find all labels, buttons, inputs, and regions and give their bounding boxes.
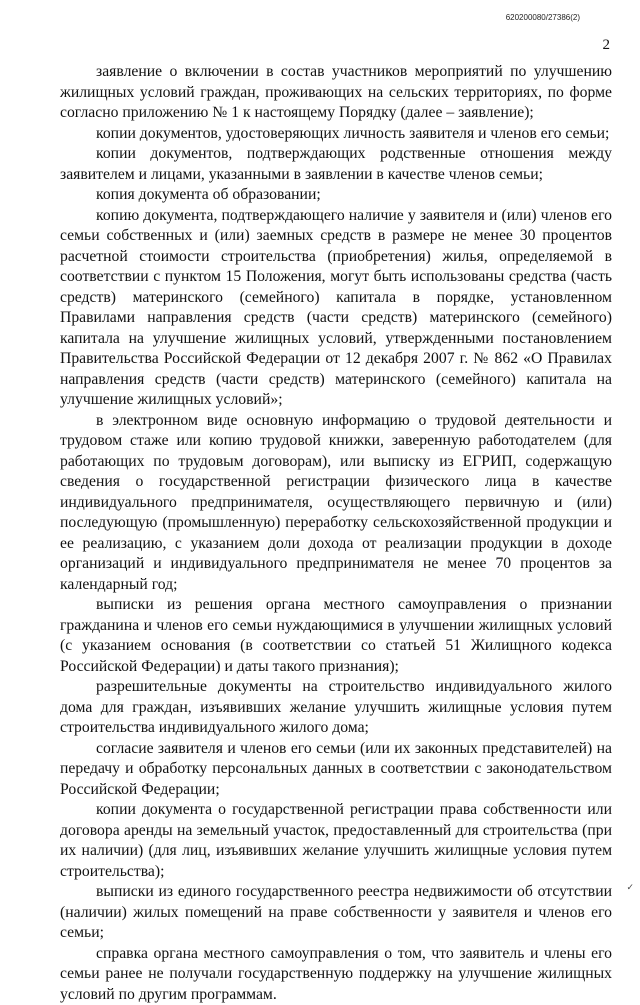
- paragraph-own-funds: копию документа, подтверждающего наличие у заявителя и (или) членов его семьи собственных и (или) заемных средств в размере не менее 30 процентов расчетной стоимости строительства (приобретения) жилья, определяемой в соответствии с пунктом 15 Положения, могут быть использованы средства (часть средств) материнского (семейного) капитала в порядке, установленном Правилами направления средств (части средств) материнского (семейного) капитала на улучшение жилищных условий, утвержденными постановлением Правительства Российской Федерации от 12 декабря 2007 г. № 862 «О Правилах направления средств (части средств) материнского (семейного) капитала на улучшение жилищных условий»;: [60, 206, 612, 411]
- page-number: 2: [560, 37, 610, 54]
- paragraph-education-document: копия документа об образовании;: [60, 185, 612, 206]
- paragraph-housing-need-decision: выписки из решения органа местного самоуправления о признании гражданина и членов его семьи нуждающимися в улучшении жилищных условий (с указанием основания (в соответствии со статьей 51 Жилищного кодекса Российской Федерации) и даты такого признания);: [60, 595, 612, 677]
- paragraph-no-prior-support: справка органа местного самоуправления о том, что заявитель и члены его семьи ранее не получали государственную поддержку на улучшение жилищных условий по другим программам.: [60, 944, 612, 1005]
- paragraph-application: заявление о включении в состав участников мероприятий по улучшению жилищных условий граждан, проживающих на сельских территориях, по форме согласно приложению № 1 к настоящему Порядку (далее – заявление);: [60, 62, 612, 124]
- paragraph-construction-permits: разрешительные документы на строительство индивидуального жилого дома для граждан, изъявивших желание улучшить жилищные условия путем строительства индивидуального жилого дома;: [60, 677, 612, 739]
- scan-mark: ✓: [626, 882, 634, 893]
- document-body: [60, 62, 612, 1005]
- document-id: 620200080/27386(2): [420, 13, 580, 22]
- paragraph-real-estate-extract: выписки из единого государственного реестра недвижимости об отсутствии (наличии) жилых помещений на праве собственности у заявителя и членов его семьи;: [60, 882, 612, 944]
- paragraph-employment-info: в электронном виде основную информацию о трудовой деятельности и трудовом стаже или копию трудовой книжки, заверенную работодателем (для работающих по трудовым договорам), или выписку из ЕГРИП, содержащую сведения о государственной регистрации физического лица в качестве индивидуального предпринимателя, осуществляющего первичную и (или) последующую (промышленную) переработку сельскохозяйственной продукции и ее реализацию, с указанием доли дохода от реализации продукции в доходе организаций и индивидуального предпринимателя не менее 70 процентов за календарный год;: [60, 411, 612, 596]
- paragraph-kinship-documents: копии документов, подтверждающих родственные отношения между заявителем и лицами, указанными в заявлении в качестве членов семьи;: [60, 144, 612, 185]
- paragraph-identity-documents: копии документов, удостоверяющих личность заявителя и членов его семьи;: [60, 124, 612, 145]
- paragraph-personal-data-consent: согласие заявителя и членов его семьи (или их законных представителей) на передачу и обработку персональных данных в соответствии с законодательством Российской Федерации;: [60, 739, 612, 801]
- paragraph-land-documents: копии документа о государственной регистрации права собственности или договора аренды на земельный участок, предоставленный для строительства (при их наличии) (для лиц, изъявивших желание улучшить жилищные условия путем строительства);: [60, 800, 612, 882]
